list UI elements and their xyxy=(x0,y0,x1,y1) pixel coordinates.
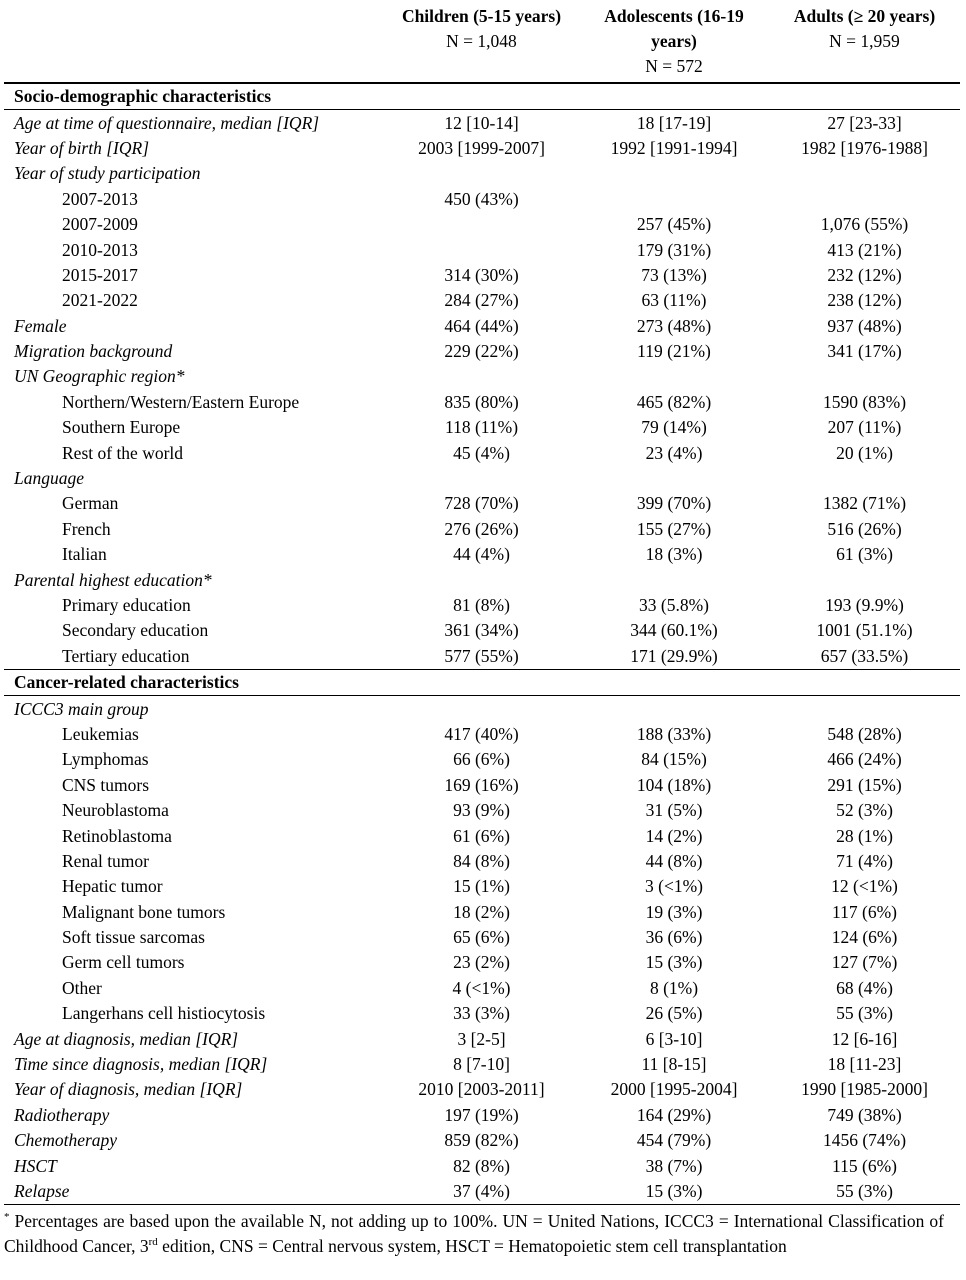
children-value: 12 [10-14] xyxy=(444,112,519,133)
adolescents-value: 179 (31%) xyxy=(636,239,712,260)
table-row xyxy=(4,1026,960,1051)
table-row xyxy=(4,1128,960,1153)
children-value: 84 (8%) xyxy=(453,850,510,871)
children-value: 859 (82%) xyxy=(444,1130,519,1151)
row-label: Parental highest education* xyxy=(14,569,212,590)
adults-value xyxy=(769,696,960,722)
adolescents-value: 1992 [1991-1994] xyxy=(610,137,738,158)
adolescents-value: 171 (29.9%) xyxy=(630,645,718,666)
children-value: 2010 [2003-2011] xyxy=(418,1079,545,1100)
adults-value: 127 (7%) xyxy=(831,952,898,973)
row-label: Leukemias xyxy=(62,723,139,744)
adolescents-value: 399 (70%) xyxy=(636,493,712,514)
table-row xyxy=(4,288,960,313)
table-row xyxy=(4,1077,960,1102)
children-value xyxy=(384,696,579,722)
characteristics-table xyxy=(4,0,960,1205)
children-value: 61 (6%) xyxy=(453,825,510,846)
children-value: 82 (8%) xyxy=(453,1155,510,1176)
children-value: 37 (4%) xyxy=(384,1179,579,1205)
adolescents-value: 36 (6%) xyxy=(645,927,703,948)
row-label: Language xyxy=(14,468,84,489)
adolescents-value: 23 (4%) xyxy=(645,442,703,463)
footnote-sup: rd xyxy=(148,1236,158,1249)
children-value: 577 (55%) xyxy=(444,645,519,666)
header-children-n: N = 1,048 xyxy=(446,31,517,51)
children-value xyxy=(384,364,579,389)
row-label: Year of diagnosis, median [IQR] xyxy=(14,1079,243,1100)
header-adults-title: Adults (≥ 20 years) xyxy=(793,6,936,26)
adolescents-value: 38 (7%) xyxy=(645,1155,703,1176)
row-label: Retinoblastoma xyxy=(62,825,172,846)
adolescents-value: 15 (3%) xyxy=(645,952,703,973)
table-footnote xyxy=(4,1209,944,1259)
adolescents-value: 273 (48%) xyxy=(636,315,712,336)
children-value: 229 (22%) xyxy=(444,341,519,362)
adults-value: 12 [6-16] xyxy=(831,1028,898,1049)
header-empty xyxy=(4,0,384,83)
row-label: Neuroblastoma xyxy=(62,800,169,821)
adolescents-value: 11 [8-15] xyxy=(641,1054,707,1075)
row-label: Secondary education xyxy=(62,620,209,641)
header-children xyxy=(384,0,579,83)
row-label: Radiotherapy xyxy=(14,1104,110,1125)
table-row xyxy=(4,339,960,364)
adolescents-value: 465 (82%) xyxy=(636,391,712,412)
table-row xyxy=(4,849,960,874)
row-label: Tertiary education xyxy=(62,645,190,666)
adolescents-value: 63 (11%) xyxy=(641,290,707,311)
children-value: 284 (27%) xyxy=(444,290,519,311)
adults-value xyxy=(769,364,960,389)
adolescents-value: 3 (<1%) xyxy=(645,876,703,897)
adults-value: 749 (38%) xyxy=(827,1104,902,1125)
table-row xyxy=(4,1179,960,1205)
row-label: Other xyxy=(62,977,102,998)
row-label: Lymphomas xyxy=(62,749,149,770)
adults-value: 117 (6%) xyxy=(832,901,897,922)
row-label: Northern/Western/Eastern Europe xyxy=(62,391,300,412)
adolescents-value: 188 (33%) xyxy=(636,723,712,744)
adolescents-value: 257 (45%) xyxy=(636,214,712,235)
adults-value: 20 (1%) xyxy=(836,442,893,463)
adolescents-value: 26 (5%) xyxy=(645,1003,703,1024)
table-row xyxy=(4,823,960,848)
table-row xyxy=(4,1052,960,1077)
table-row xyxy=(4,1103,960,1128)
adults-value: 18 [11-23] xyxy=(827,1054,902,1075)
adults-value: 516 (26%) xyxy=(827,518,902,539)
children-value: 4 (<1%) xyxy=(452,977,511,998)
adults-value: 207 (11%) xyxy=(827,417,902,438)
table-row xyxy=(4,925,960,950)
adolescents-value: 44 (8%) xyxy=(645,850,703,871)
row-label: Time since diagnosis, median [IQR] xyxy=(14,1054,268,1075)
row-label: Age at diagnosis, median [IQR] xyxy=(14,1028,239,1049)
table-row xyxy=(4,212,960,237)
children-value xyxy=(384,237,579,262)
adolescents-value: 79 (14%) xyxy=(641,417,707,438)
adolescents-value xyxy=(579,466,769,491)
row-label: Chemotherapy xyxy=(14,1130,118,1151)
row-label: 2007-2013 xyxy=(62,188,138,209)
children-value: 45 (4%) xyxy=(453,442,510,463)
adults-value: 55 (3%) xyxy=(836,1003,893,1024)
adults-value: 238 (12%) xyxy=(827,290,902,311)
row-label: 2010-2013 xyxy=(62,239,138,260)
table-row xyxy=(4,136,960,161)
adolescents-value: 344 (60.1%) xyxy=(630,620,718,641)
row-label: Rest of the world xyxy=(62,442,184,463)
row-label: Soft tissue sarcomas xyxy=(62,927,205,948)
row-label: Langerhans cell histiocytosis xyxy=(62,1003,266,1024)
adolescents-value: 19 (3%) xyxy=(645,901,703,922)
adults-value: 12 (<1%) xyxy=(831,876,898,897)
adults-value: 193 (9.9%) xyxy=(825,595,904,615)
row-label: ICCC3 main group xyxy=(14,698,149,719)
table-row xyxy=(4,1001,960,1026)
children-value: 2003 [1999-2007] xyxy=(418,137,545,158)
header-adolescents-n: N = 572 xyxy=(645,56,703,76)
children-value: 276 (26%) xyxy=(444,518,519,539)
adults-value: 413 (21%) xyxy=(827,239,902,260)
table-row xyxy=(4,517,960,542)
adults-value: 341 (17%) xyxy=(827,341,902,362)
children-value: 93 (9%) xyxy=(453,800,510,821)
header-children-title: Children (5-15 years) xyxy=(401,6,562,26)
children-value: 361 (34%) xyxy=(444,620,519,641)
children-value xyxy=(384,567,579,592)
adolescents-value: 14 (2%) xyxy=(645,825,703,846)
table-row xyxy=(4,440,960,465)
section-title: Socio-demographic characteristics xyxy=(4,83,960,110)
adults-value: 71 (4%) xyxy=(836,850,893,871)
adolescents-value: 15 (3%) xyxy=(579,1179,769,1205)
children-value: 197 (19%) xyxy=(444,1104,519,1125)
children-value: 15 (1%) xyxy=(453,876,510,897)
adults-value xyxy=(769,161,960,186)
table-row xyxy=(4,187,960,212)
adults-value: 55 (3%) xyxy=(769,1179,960,1205)
table-body xyxy=(4,83,960,1205)
adults-value: 52 (3%) xyxy=(836,800,893,821)
row-label: French xyxy=(62,518,111,539)
children-value: 23 (2%) xyxy=(453,952,510,973)
row-label: Southern Europe xyxy=(62,417,181,438)
children-value: 3 [2-5] xyxy=(457,1028,506,1049)
row-label: UN Geographic region* xyxy=(14,366,185,387)
children-value: 464 (44%) xyxy=(444,315,519,336)
adults-value: 1,076 (55%) xyxy=(820,214,909,235)
adolescents-value xyxy=(579,567,769,592)
adults-value: 937 (48%) xyxy=(827,315,902,336)
adolescents-value: 18 (3%) xyxy=(645,544,703,565)
table-row xyxy=(4,798,960,823)
adults-value: 657 (33.5%) xyxy=(820,645,909,666)
row-label: Malignant bone tumors xyxy=(62,901,226,922)
adolescents-value: 18 [17-19] xyxy=(636,112,712,133)
table-header-row xyxy=(4,0,960,83)
table-row xyxy=(4,466,960,491)
footnote-text-a: Percentages are based upon the available N, not adding up to 100%. UN = United Nations, ICCC3 = International Classification of Childhood Cancer, 3 xyxy=(4,1211,944,1257)
children-value: 314 (30%) xyxy=(444,264,519,285)
row-label: Hepatic tumor xyxy=(62,876,163,897)
adults-value: 466 (24%) xyxy=(827,749,902,770)
table-row xyxy=(4,874,960,899)
children-value: 65 (6%) xyxy=(453,927,510,948)
table-row xyxy=(4,1153,960,1178)
adolescents-value: 454 (79%) xyxy=(636,1130,712,1151)
adolescents-value: 104 (18%) xyxy=(636,774,712,795)
header-adults-n: N = 1,959 xyxy=(829,31,900,51)
row-label: CNS tumors xyxy=(62,774,150,795)
children-value: 169 (16%) xyxy=(444,774,519,795)
row-label: 2021-2022 xyxy=(62,290,138,311)
adolescents-value: 33 (5.8%) xyxy=(639,595,709,615)
adults-value: 27 [23-33] xyxy=(827,112,902,133)
table-row xyxy=(4,542,960,567)
table-row xyxy=(4,976,960,1001)
table-row xyxy=(4,950,960,975)
children-value: 81 (8%) xyxy=(453,595,510,615)
adults-value: 124 (6%) xyxy=(831,927,898,948)
children-value: 728 (70%) xyxy=(444,493,519,514)
adults-value: 68 (4%) xyxy=(836,977,893,998)
section-title: Cancer-related characteristics xyxy=(4,669,960,695)
children-value xyxy=(384,466,579,491)
children-value: 66 (6%) xyxy=(453,749,510,770)
table-row xyxy=(4,644,960,670)
row-label: 2015-2017 xyxy=(62,264,138,285)
adolescents-value: 84 (15%) xyxy=(641,749,707,770)
adults-value: 1001 (51.1%) xyxy=(816,620,913,641)
row-label: HSCT xyxy=(14,1155,57,1176)
adolescents-value: 155 (27%) xyxy=(636,518,712,539)
row-label: Germ cell tumors xyxy=(62,952,185,973)
row-label: Year of birth [IQR] xyxy=(14,137,150,158)
children-value: 118 (11%) xyxy=(444,417,519,438)
children-value xyxy=(384,212,579,237)
footnote-text-b: edition, CNS = Central nervous system, HSCT = Hematopoietic stem cell transplantation xyxy=(157,1236,787,1257)
adolescents-value xyxy=(579,187,769,212)
header-adolescents-title: Adolescents (16-19 years) xyxy=(604,6,744,51)
table-row xyxy=(4,491,960,516)
table-row xyxy=(4,364,960,389)
children-value: 44 (4%) xyxy=(453,544,510,565)
row-label: Age at time of questionnaire, median [IQR] xyxy=(14,112,320,133)
row-label: Migration background xyxy=(14,341,173,362)
table-row xyxy=(4,567,960,592)
adolescents-value xyxy=(579,364,769,389)
header-adolescents xyxy=(579,0,769,83)
table-row xyxy=(4,263,960,288)
row-label: Primary education xyxy=(62,595,191,615)
row-label: Renal tumor xyxy=(62,850,149,871)
section-header-row xyxy=(4,83,960,110)
table-row xyxy=(4,773,960,798)
adolescents-value xyxy=(579,161,769,186)
adolescents-value: 6 [3-10] xyxy=(645,1028,703,1049)
children-value: 417 (40%) xyxy=(444,723,519,744)
table-row xyxy=(4,237,960,262)
adolescents-value: 8 (1%) xyxy=(649,977,699,998)
adults-value: 291 (15%) xyxy=(827,774,902,795)
table-row xyxy=(4,900,960,925)
adolescents-value: 119 (21%) xyxy=(637,341,711,362)
adults-value: 548 (28%) xyxy=(827,723,902,744)
adults-value: 1982 [1976-1988] xyxy=(801,137,928,158)
table-row xyxy=(4,390,960,415)
adolescents-value: 164 (29%) xyxy=(636,1104,712,1125)
row-label: Year of study participation xyxy=(14,163,201,184)
adults-value xyxy=(769,567,960,592)
row-label: Female xyxy=(14,315,67,336)
adults-value: 1382 (71%) xyxy=(822,493,907,514)
table-row xyxy=(4,696,960,722)
adolescents-value xyxy=(579,696,769,722)
section-header-row xyxy=(4,669,960,695)
children-value: 33 (3%) xyxy=(453,1003,510,1024)
table-row xyxy=(4,618,960,643)
adults-value: 232 (12%) xyxy=(827,264,902,285)
adults-value: 115 (6%) xyxy=(832,1155,897,1176)
header-adults xyxy=(769,0,960,83)
adolescents-value: 73 (13%) xyxy=(641,264,707,285)
table-row xyxy=(4,161,960,186)
adults-value xyxy=(769,187,960,212)
children-value: 8 [7-10] xyxy=(453,1054,510,1075)
table-row xyxy=(4,747,960,772)
adults-value: 61 (3%) xyxy=(836,544,893,565)
row-label: Relapse xyxy=(4,1179,384,1205)
children-value: 450 (43%) xyxy=(444,188,519,209)
children-value: 18 (2%) xyxy=(453,901,510,922)
adults-value: 1456 (74%) xyxy=(822,1130,907,1151)
adults-value: 1590 (83%) xyxy=(822,391,907,412)
children-value xyxy=(384,161,579,186)
table-row xyxy=(4,415,960,440)
adolescents-value: 31 (5%) xyxy=(645,800,703,821)
children-value: 835 (80%) xyxy=(444,391,519,412)
adolescents-value: 2000 [1995-2004] xyxy=(610,1079,738,1100)
adults-value: 1990 [1985-2000] xyxy=(801,1079,928,1100)
row-label: Italian xyxy=(62,544,107,565)
table-row xyxy=(4,110,960,136)
adults-value xyxy=(769,466,960,491)
table-row xyxy=(4,722,960,747)
adults-value: 28 (1%) xyxy=(836,825,893,846)
row-label: German xyxy=(62,493,119,514)
row-label: 2007-2009 xyxy=(62,214,138,235)
footnote-mark: * xyxy=(4,1211,10,1224)
table-row xyxy=(4,314,960,339)
table-row xyxy=(4,593,960,618)
